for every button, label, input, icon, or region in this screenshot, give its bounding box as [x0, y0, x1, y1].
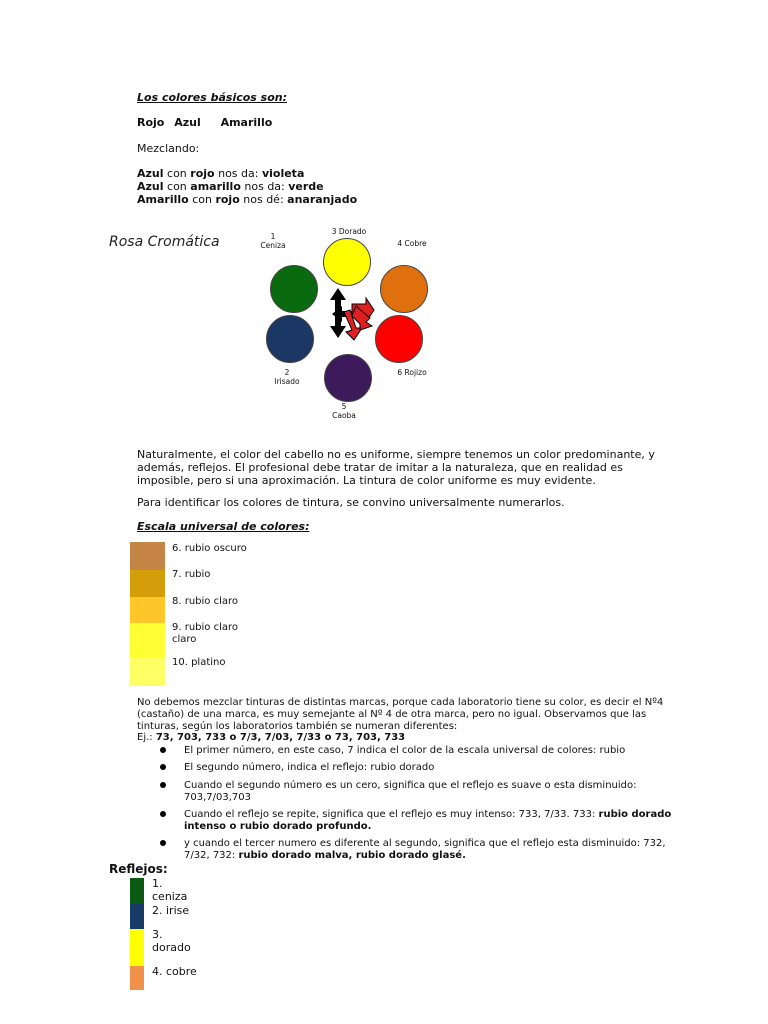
reflejo-label: 1. ceniza — [152, 877, 188, 903]
reflejos-heading: Reflejos: — [109, 862, 168, 876]
circle-cobre — [380, 265, 428, 313]
rosa-title: Rosa Cromática — [109, 234, 220, 250]
example-values: 73, 703, 733 o 7/3, 7/03, 7/33 o 73, 703, 733 — [155, 732, 406, 743]
mix-result: verde — [288, 180, 324, 193]
circle-irisado — [266, 315, 314, 363]
list-item: Cuando el reflejo se repite, significa que el reflejo es muy intenso: 733, 7/33. 733: rubio dorado intenso o rubio dorado profundo. — [184, 809, 672, 832]
swatch-rubio-oscuro — [130, 542, 165, 570]
note-paragraph: No debemos mezclar tinturas de distintas marcas, porque cada laboratorio tiene su color, es decir el Nº4 (castaño) de una marca, es muy semejante al Nº 4 de otra marca, pero no igual. Observamos que las tinturas, según los laboratorios también se numeran diferentes: — [137, 697, 664, 732]
swatch-platino — [130, 658, 165, 686]
primary-azul: Azul — [174, 116, 201, 129]
label-ceniza: 1 Ceniza — [260, 232, 286, 250]
label-irisado: 2 Irisado — [274, 368, 300, 386]
escala-label: 8. rubio claro — [172, 596, 239, 607]
reflejo-label: 4. cobre — [152, 965, 197, 978]
mix-con: con — [167, 167, 187, 180]
escala-label: 7. rubio — [172, 569, 211, 580]
primary-rojo: Rojo — [137, 116, 165, 129]
label-rojizo: 6 Rojizo — [397, 368, 427, 377]
mix-result-text: nos da: — [218, 167, 259, 180]
bullet-icon — [160, 811, 166, 817]
mix-color-b: rojo — [190, 167, 215, 180]
mix-result: anaranjado — [287, 193, 358, 206]
reflejo-label: 3. dorado — [152, 928, 191, 954]
mix-con: con — [167, 180, 187, 193]
paragraph-numerar: Para identificar los colores de tintura, se convino universalmente numerarlos. — [137, 496, 565, 509]
circle-caoba — [324, 354, 372, 402]
example-prefix: Ej.: — [137, 732, 153, 743]
list-item: y cuando el tercer numero es diferente al segundo, significa que el reflejo esta disminuido: 732, 7/32, 732: rubio dorado malva, rubio dorado glasé. — [184, 838, 666, 861]
circle-ceniza — [270, 265, 318, 313]
mix-con: con — [192, 193, 212, 206]
mix-result-text: nos da: — [244, 180, 285, 193]
bullet-icon — [160, 840, 166, 846]
label-dorado: 3 Dorado — [331, 227, 367, 236]
label-cobre: 4 Cobre — [397, 239, 427, 248]
arrows-icon — [326, 284, 376, 344]
label-caoba: 5 Caoba — [332, 402, 356, 420]
escala-label: 10. platino — [172, 657, 226, 668]
primaries-line — [137, 116, 272, 129]
swatch-ceniza — [130, 878, 144, 904]
mixing-label: Mezclando: — [137, 142, 200, 155]
mix-result-text: nos dé: — [243, 193, 284, 206]
bullet-icon — [160, 782, 166, 788]
mix-color-b: rojo — [215, 193, 240, 206]
bullet-icon — [160, 747, 166, 753]
escala-label: 9. rubio claro claro — [172, 622, 239, 645]
swatch-cobre — [130, 966, 144, 990]
mix-line — [137, 193, 357, 206]
mix-line — [137, 167, 304, 180]
swatch-rubio-claro-claro — [130, 623, 165, 658]
swatch-dorado — [130, 929, 144, 966]
bullet-icon — [160, 764, 166, 770]
escala-heading: Escala universal de colores: — [137, 520, 310, 533]
paragraph-uniformidad: Naturalmente, el color del cabello no es uniforme, siempre tenemos un color predominante, y además, reflejos. El profesional debe tratar de imitar a la naturaleza, que en realidad es imposible, pero si una aproximación. La tintura de color uniforme es muy evidente. — [137, 448, 655, 487]
mix-color-a: Azul — [137, 180, 164, 193]
circle-dorado — [323, 238, 371, 286]
swatch-irise — [130, 904, 144, 929]
mix-result: violeta — [261, 167, 305, 180]
circle-rojizo — [375, 315, 423, 363]
intro-heading: Los colores básicos son: — [137, 91, 288, 104]
mix-color-a: Amarillo — [137, 193, 189, 206]
swatch-rubio-claro — [130, 597, 165, 623]
escala-label: 6. rubio oscuro — [172, 543, 247, 554]
mix-color-a: Azul — [137, 167, 164, 180]
mix-line — [137, 180, 324, 193]
list-item: El primer número, en este caso, 7 indica el color de la escala universal de colores: rubio — [184, 745, 626, 756]
reflejo-label: 2. irise — [152, 904, 190, 917]
swatch-rubio — [130, 570, 165, 597]
example-line — [137, 732, 405, 744]
list-item: El segundo número, indica el reflejo: rubio dorado — [184, 762, 435, 773]
mix-color-b: amarillo — [190, 180, 241, 193]
list-item: Cuando el segundo número es un cero, significa que el reflejo es suave o esta disminuido: 703,7/03,703 — [184, 780, 637, 803]
primary-amarillo: Amarillo — [220, 116, 273, 129]
